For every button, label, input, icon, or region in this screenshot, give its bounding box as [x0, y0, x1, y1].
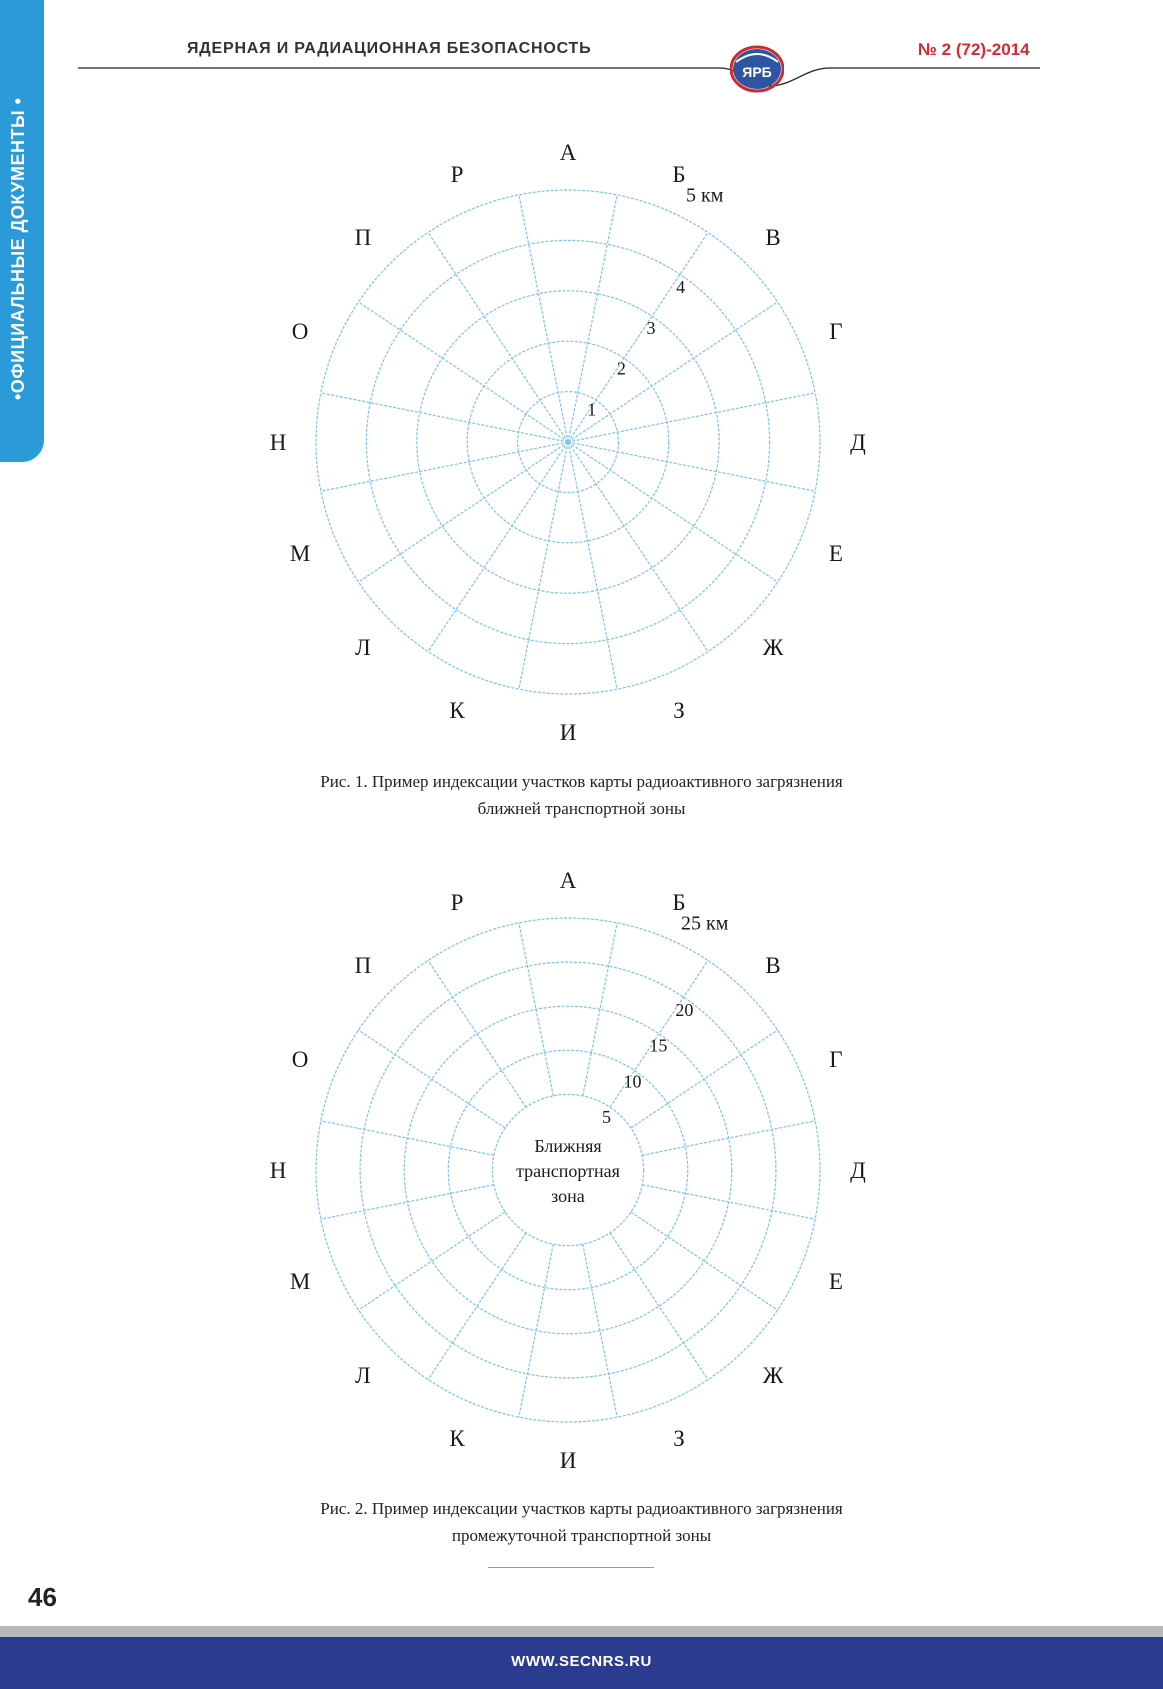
- figure-1-sector-label: Р: [450, 162, 464, 188]
- figure-1-sector-label: Д: [850, 430, 866, 455]
- figure-2-sector-label: Д: [850, 1158, 866, 1183]
- figure-2-sector-label: Л: [355, 1363, 371, 1389]
- figure-1-caption: [0, 768, 1163, 822]
- journal-title: ЯДЕРНАЯ И РАДИАЦИОННАЯ БЕЗОПАСНОСТЬ: [187, 40, 592, 57]
- figure-1-sector-divider: [428, 232, 568, 442]
- figure-2-sector-label: Б: [672, 890, 686, 916]
- figure-1-sector-divider: [428, 442, 568, 652]
- figure-2-sector-label: П: [354, 952, 372, 978]
- figure-1-sector-label: Е: [828, 540, 843, 566]
- figure-1-sector-label: Г: [829, 319, 843, 345]
- figure-2-sector-label: Г: [829, 1047, 843, 1073]
- figure-1-sector-divider: [568, 393, 815, 442]
- figure-2-ring-label: 5: [602, 1106, 612, 1127]
- figure-2-sector-label: Н: [269, 1158, 287, 1183]
- figure-1-sector-label: А: [559, 140, 577, 165]
- figure-1-sector-label: В: [765, 224, 781, 250]
- footer-strip: [0, 1626, 1163, 1637]
- figure-2-sector-label: К: [449, 1425, 465, 1451]
- figure-1-sector-divider: [358, 442, 568, 582]
- figure-1-sector-divider: [321, 393, 568, 442]
- figure-2-ring-label: 15: [649, 1035, 668, 1056]
- logo-text: ЯРБ: [742, 64, 772, 80]
- figure-2-center-label: зона: [551, 1186, 585, 1206]
- figure-2-sector-label: М: [289, 1268, 311, 1294]
- figure-2-sector-divider: [642, 1185, 815, 1219]
- page-number: 46: [28, 1582, 57, 1612]
- figure-2-sector-divider: [642, 1121, 815, 1155]
- figure-2-sector-divider: [321, 1185, 494, 1219]
- figure-1-sector-label: Л: [355, 635, 371, 661]
- side-tab-label: •ОФИЦИАЛЬНЫЕ ДОКУМЕНТЫ •: [8, 97, 28, 400]
- figure-1-sector-label: О: [291, 319, 309, 345]
- figure-1-ring-label: 3: [646, 317, 656, 338]
- figure-1-caption-line-2: ближней транспортной зоны: [477, 799, 686, 818]
- figure-2-sector-divider: [519, 923, 553, 1096]
- end-rule: [488, 1567, 654, 1568]
- figure-1-ring-label: 4: [676, 276, 686, 297]
- figure-1-ring-label: 5 км: [686, 184, 724, 207]
- issue-number: № 2 (72)-2014: [918, 40, 1030, 59]
- figure-2-caption-line-2: промежуточной транспортной зоны: [451, 1526, 712, 1545]
- figure-2-sector-grid: [270, 868, 866, 1473]
- figure-2-sector-label: О: [291, 1047, 309, 1073]
- figure-1-sector-divider: [568, 442, 617, 689]
- figure-2-sector-label: И: [559, 1448, 577, 1473]
- footer-bar: [0, 1637, 1163, 1689]
- figure-2-sector-divider: [358, 1030, 505, 1128]
- figure-2-center-label: Ближняя: [534, 1136, 602, 1156]
- figure-2-sector-label: З: [673, 1425, 685, 1451]
- figure-1-ring-label: 1: [587, 399, 597, 420]
- figure-2-ring-label: 25 км: [681, 912, 729, 935]
- figure-1-sector-label: Ж: [762, 635, 784, 661]
- figure-1-sector-divider: [568, 442, 778, 582]
- figure-2-sector-divider: [583, 1244, 617, 1417]
- figure-2-sector-label: Ж: [762, 1363, 784, 1389]
- figure-2-sector-divider: [519, 1244, 553, 1417]
- figure-2-center-label: транспортная: [516, 1161, 620, 1181]
- figure-1-sector-divider: [519, 442, 568, 689]
- figure-1-sector-divider: [568, 302, 778, 442]
- figure-1-sector-label: Н: [269, 430, 287, 455]
- figure-2-sector-label: Р: [450, 890, 464, 916]
- figure-1-ring-label: 2: [616, 358, 626, 379]
- figure-1-sector-grid: [270, 140, 866, 745]
- figure-2-sector-label: Е: [828, 1268, 843, 1294]
- figure-1-sector-divider: [519, 195, 568, 442]
- figure-2-sector-divider: [583, 923, 617, 1096]
- figure-1-sector-divider: [321, 442, 568, 491]
- figure-1-caption-line-1: Рис. 1. Пример индексации участков карты радиоактивного загрязнения: [320, 772, 843, 791]
- figure-1-sector-divider: [568, 442, 708, 652]
- footer-url[interactable]: WWW.SECNRS.RU: [511, 1653, 652, 1670]
- figure-2-caption: [0, 1495, 1163, 1549]
- figure-1-sector-label: Б: [672, 162, 686, 188]
- figure-1-sector-divider: [568, 442, 815, 491]
- figure-1-sector-label: И: [559, 720, 577, 745]
- figure-2-sector-divider: [610, 1233, 708, 1380]
- figure-2-caption-line-1: Рис. 2. Пример индексации участков карты радиоактивного загрязнения: [320, 1499, 843, 1518]
- figure-2-sector-divider: [631, 1212, 778, 1310]
- figure-1-sector-divider: [358, 302, 568, 442]
- figure-2-sector-label: В: [765, 952, 781, 978]
- figure-2-sector-divider: [428, 960, 526, 1107]
- figure-1-sector-label: М: [289, 540, 311, 566]
- figure-2-sector-label: А: [559, 868, 577, 893]
- figure-2-sector-divider: [321, 1121, 494, 1155]
- figure-1-sector-label: К: [449, 697, 465, 723]
- figure-1-sector-label: З: [673, 697, 685, 723]
- figure-2-ring-label: 20: [675, 999, 694, 1020]
- figure-1-sector-label: П: [354, 224, 372, 250]
- figure-2-ring-label: 10: [623, 1071, 642, 1092]
